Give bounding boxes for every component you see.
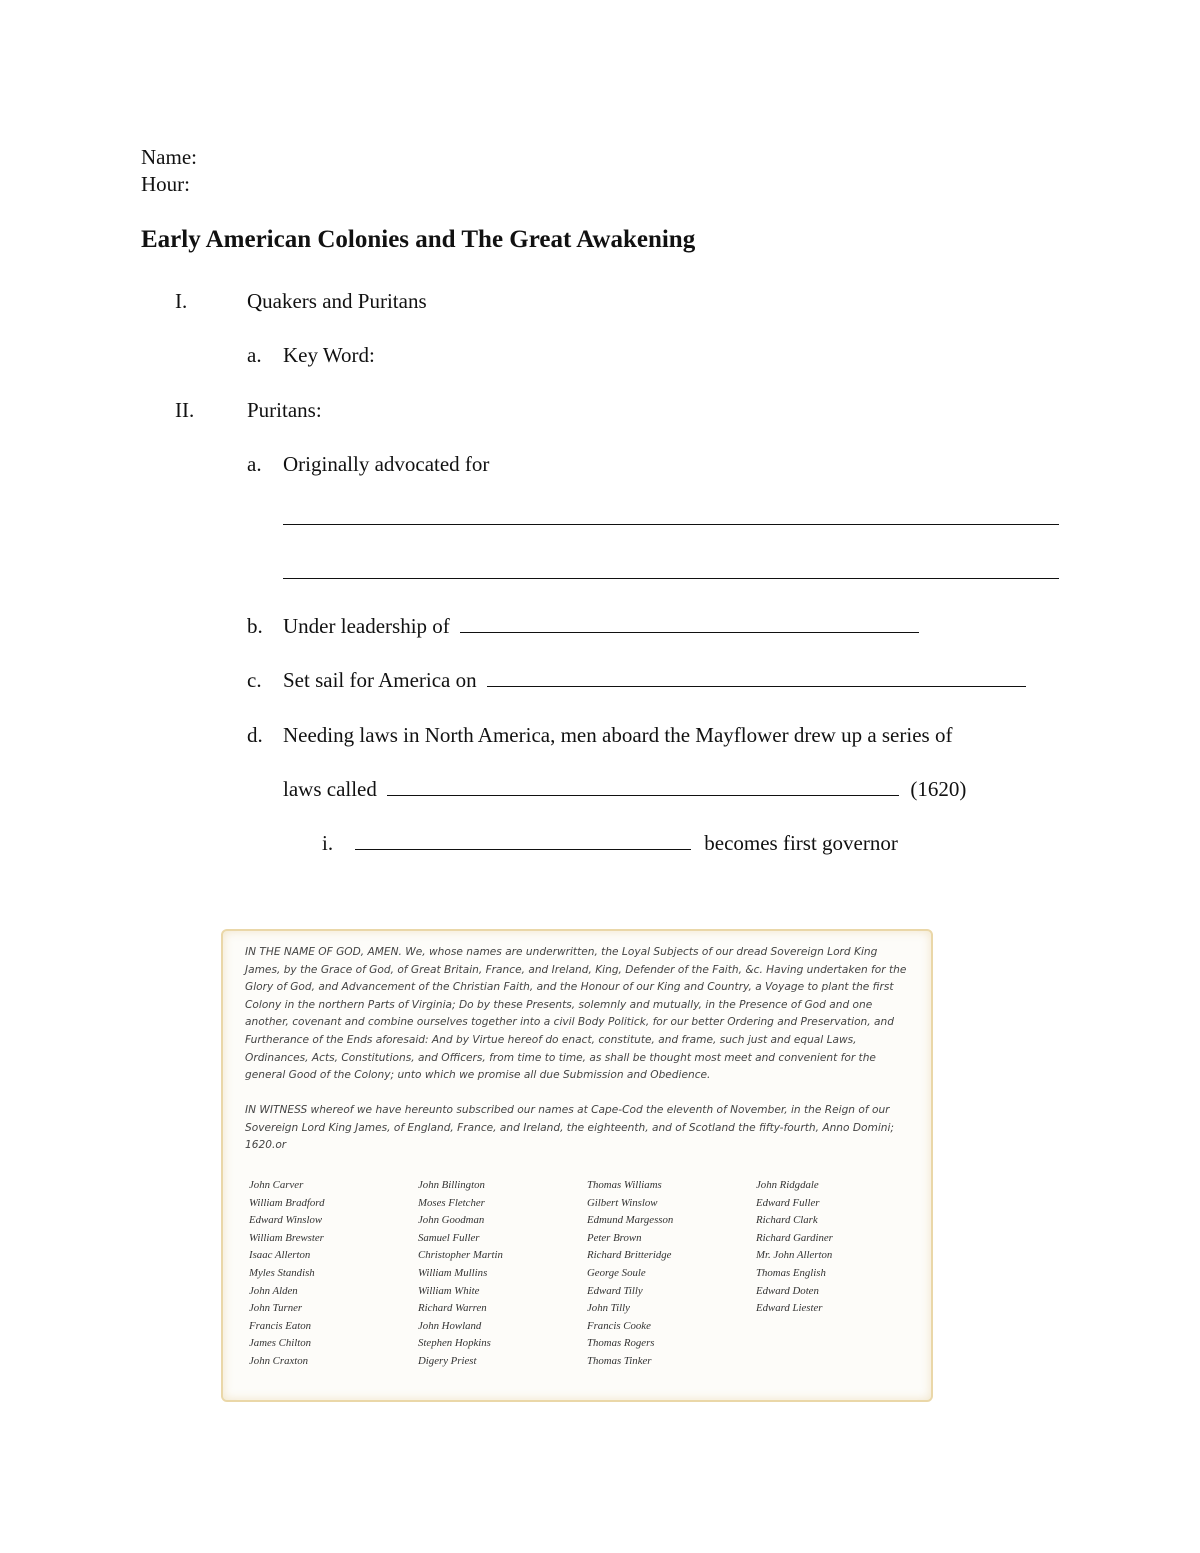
signer-name: Christopher Martin — [418, 1249, 503, 1262]
signer-name: Edward Tilly — [587, 1284, 643, 1297]
section-1-item-a-letter: a. — [247, 343, 262, 367]
signers-column-3 — [587, 1177, 756, 1371]
section-2-heading: Puritans: — [247, 398, 322, 422]
laws-called-blank[interactable] — [387, 777, 899, 796]
mayflower-question-line-2 — [283, 775, 966, 803]
signer-name: Edmund Margesson — [587, 1214, 674, 1227]
first-governor-label: becomes first governor — [704, 831, 898, 855]
signer-name: Myles Standish — [249, 1266, 315, 1279]
first-governor-blank[interactable] — [355, 831, 691, 850]
signer-name: William Mullins — [418, 1266, 488, 1279]
hour-label: Hour: — [141, 172, 190, 196]
section-2-item-c-letter: c. — [247, 668, 262, 692]
section-1-numeral: I. — [175, 289, 188, 313]
sub-item-i-numeral: i. — [322, 831, 334, 855]
year-label: (1620) — [910, 777, 967, 801]
signer-name: Thomas Tinker — [587, 1354, 652, 1367]
set-sail-question — [283, 666, 1026, 694]
signer-name: Mr. John Allerton — [756, 1249, 833, 1262]
leadership-blank[interactable] — [460, 614, 919, 633]
signer-name: John Ridgdale — [756, 1179, 819, 1191]
signer-name: William Brewster — [249, 1231, 324, 1244]
signer-name: Thomas Williams — [587, 1179, 662, 1191]
signers-list — [249, 1177, 929, 1371]
section-2-item-a-letter: a. — [247, 452, 262, 476]
signer-name: John Carver — [249, 1179, 304, 1191]
leadership-label: Under leadership of — [283, 614, 450, 638]
signer-name: Thomas English — [756, 1266, 826, 1279]
set-sail-label: Set sail for America on — [283, 668, 477, 692]
page-title: Early American Colonies and The Great Awakening — [141, 226, 696, 253]
signer-name: Richard Clark — [756, 1214, 818, 1227]
signer-name: John Billington — [418, 1179, 485, 1191]
signers-column-1 — [249, 1177, 418, 1371]
compact-paragraph-2: IN WITNESS whereof we have hereunto subscribed our names at Cape-Cod the eleventh of November, in the Reign of our Sovereign Lord King James, of England, France, and Ireland, the eighteenth, and of Scotland the fifty-fourth, Anno Domini; 1620.or — [245, 1104, 894, 1152]
name-label: Name: — [141, 145, 197, 169]
compact-paragraph-1: IN THE NAME OF GOD, AMEN. We, whose names are underwritten, the Loyal Subjects of our dread Sovereign Lord King James, by the Grace of God, of Great Britain, France, and Ireland, King, Defender of the Faith, &c. Having undertaken for the Glory of God, and Advancement of the Christian Faith, and the Honour of our King and Country, a Voyage to plant the first Colony in the northern Parts of Virginia; Do by these Presents, solemnly and mutually, in the Presence of God and one another, covenant and combine ourselves together into a civil Body Politick, for our better Ordering and Preservation, and Furtherance of the Ends aforesaid: And by Virtue hereof do enact, constitute, and frame, such just and equal Laws, Ordinances, Acts, Constitutions, and Officers, from time to time, as shall be thought most meet and convenient for the general Good of the Colony; unto which we promise all due Submission and Obedience. — [245, 946, 907, 1082]
signer-name: John Alden — [249, 1284, 298, 1297]
answer-blank-line-2[interactable] — [283, 558, 1059, 586]
signer-name: Thomas Rogers — [587, 1337, 655, 1350]
signer-name: Digery Priest — [418, 1354, 477, 1367]
signer-name: Edward Fuller — [756, 1196, 820, 1209]
signer-name: Isaac Allerton — [249, 1249, 311, 1262]
signer-name: Gilbert Winslow — [587, 1196, 658, 1209]
section-2-item-d-letter: d. — [247, 723, 263, 747]
set-sail-blank[interactable] — [487, 668, 1026, 687]
leadership-question — [283, 612, 919, 640]
section-2-numeral: II. — [175, 398, 195, 422]
laws-called-label: laws called — [283, 777, 377, 801]
signer-name: Francis Cooke — [587, 1319, 651, 1332]
signer-name: Richard Britteridge — [587, 1249, 672, 1262]
signer-name: Edward Doten — [756, 1284, 819, 1297]
key-word-label: Key Word: — [283, 343, 375, 367]
signer-name: Richard Gardiner — [756, 1231, 833, 1244]
mayflower-compact-image — [221, 929, 933, 1402]
signer-name: Samuel Fuller — [418, 1231, 480, 1244]
mayflower-question-line-1: Needing laws in North America, men aboard the Mayflower drew up a series of — [283, 723, 953, 747]
first-governor-question — [355, 829, 898, 857]
signer-name: William White — [418, 1284, 480, 1297]
section-1-heading: Quakers and Puritans — [247, 289, 427, 313]
signer-name: Stephen Hopkins — [418, 1337, 491, 1350]
section-2-item-b-letter: b. — [247, 614, 263, 638]
signer-name: Edward Liester — [756, 1302, 823, 1315]
originally-advocated-label: Originally advocated for — [283, 452, 490, 476]
signer-name: Richard Warren — [418, 1302, 487, 1315]
signers-column-4 — [756, 1177, 925, 1371]
signers-column-2 — [418, 1177, 587, 1371]
answer-blank-line-1[interactable] — [283, 504, 1059, 532]
signer-name: James Chilton — [249, 1337, 312, 1350]
signer-name: Moses Fletcher — [418, 1196, 485, 1209]
signer-name: John Craxton — [249, 1354, 309, 1367]
signer-name: Francis Eaton — [249, 1319, 312, 1332]
signer-name: Edward Winslow — [249, 1214, 323, 1227]
signer-name: Peter Brown — [587, 1231, 642, 1244]
signer-name: George Soule — [587, 1266, 646, 1279]
signer-name: John Turner — [249, 1302, 303, 1315]
signer-name: John Howland — [418, 1319, 482, 1332]
signer-name: John Tilly — [587, 1302, 630, 1315]
signer-name: William Bradford — [249, 1196, 325, 1209]
signer-name: John Goodman — [418, 1214, 485, 1227]
